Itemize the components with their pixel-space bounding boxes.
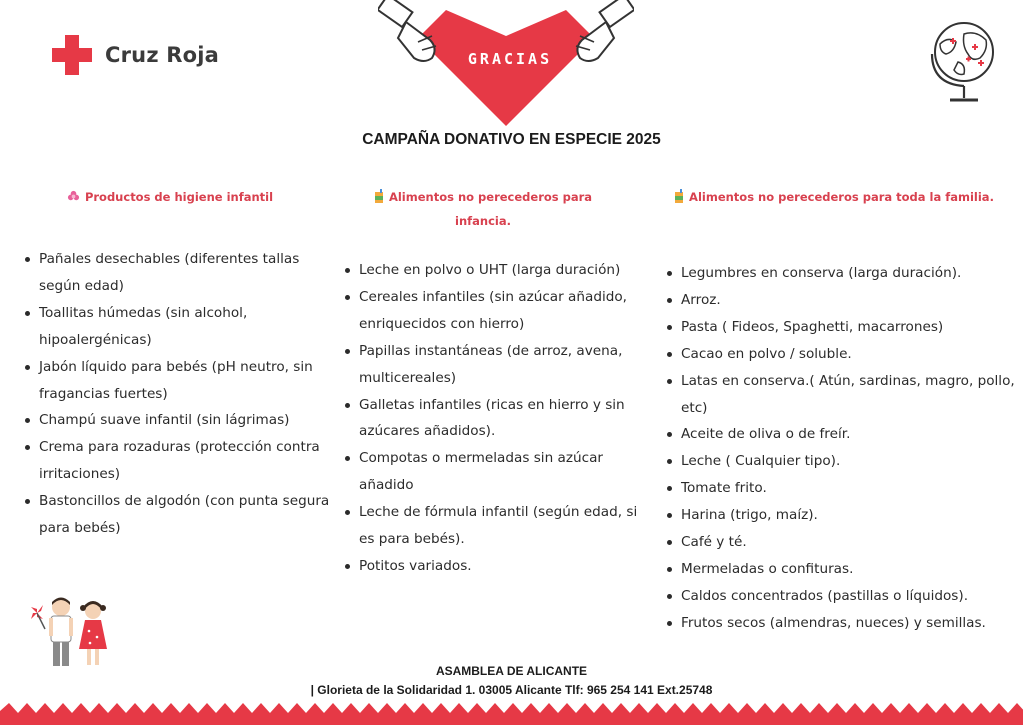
- list-item: Cereales infantiles (sin azúcar añadido, enriquecidos con hierro): [359, 284, 644, 338]
- list-item: Arroz.: [681, 287, 1023, 314]
- red-cross-icon: [52, 35, 92, 75]
- list-item: Caldos concentrados (pastillas o líquidos).: [681, 583, 1023, 610]
- zigzag-border: [0, 699, 1023, 725]
- column-heading-infant-food: [357, 186, 609, 232]
- infant-food-list: [340, 257, 644, 580]
- list-item: Latas en conserva.( Atún, sardinas, magro, pollo, etc): [681, 368, 1023, 422]
- list-item: Café y té.: [681, 529, 1023, 556]
- list-item: Champú suave infantil (sin lágrimas): [39, 407, 335, 434]
- list-item: Harina (trigo, maíz).: [681, 502, 1023, 529]
- list-item: Cacao en polvo / soluble.: [681, 341, 1023, 368]
- list-item: Aceite de oliva o de freír.: [681, 421, 1023, 448]
- column-heading-text: Alimentos no perecederos para toda la familia.: [689, 190, 994, 204]
- list-item: Jabón líquido para bebés (pH neutro, sin fragancias fuertes): [39, 354, 335, 408]
- list-item: Leche ( Cualquier tipo).: [681, 448, 1023, 475]
- column-heading-text: Productos de higiene infantil: [84, 190, 274, 204]
- list-item: Tomate frito.: [681, 475, 1023, 502]
- children-illustration-icon: [27, 595, 117, 675]
- list-item: Papillas instantáneas (de arroz, avena, multicereales): [359, 338, 644, 392]
- list-item: Pañales desechables (diferentes tallas según edad): [39, 246, 335, 300]
- list-item: Pasta ( Fideos, Spaghetti, macarrones): [681, 314, 1023, 341]
- heart-label: GRACIAS: [467, 50, 553, 68]
- juice-box-icon: [374, 188, 384, 210]
- campaign-title: CAMPAÑA DONATIVO EN ESPECIE 2025: [362, 131, 661, 148]
- column-heading-hygiene: [40, 186, 300, 210]
- footer-assembly: ASAMBLEA DE ALICANTE: [435, 664, 588, 678]
- list-item: Mermeladas o confituras.: [681, 556, 1023, 583]
- list-item: Frutos secos (almendras, nueces) y semillas.: [681, 610, 1023, 637]
- family-food-list: [662, 260, 1023, 637]
- column-heading-text: Alimentos no perecederos para infancia.: [388, 190, 593, 228]
- column-heading-family-food: [658, 186, 1010, 210]
- list-item: Leche de fórmula infantil (según edad, si es para bebés).: [359, 499, 644, 553]
- globe-icon: [928, 18, 1000, 106]
- hygiene-list: [20, 246, 335, 542]
- list-item: Legumbres en conserva (larga duración).: [681, 260, 1023, 287]
- juice-box-icon: [674, 188, 684, 210]
- list-item: Crema para rozaduras (protección contra irritaciones): [39, 434, 335, 488]
- cruz-roja-logo: [52, 35, 219, 75]
- list-item: Toallitas húmedas (sin alcohol, hipoalergénicas): [39, 300, 335, 354]
- brand-name: Cruz Roja: [105, 43, 220, 67]
- list-item: Compotas o mermeladas sin azúcar añadido: [359, 445, 644, 499]
- list-item: Bastoncillos de algodón (con punta segura para bebés): [39, 488, 335, 542]
- list-item: Galletas infantiles (ricas en hierro y sin azúcares añadidos).: [359, 392, 644, 446]
- list-item: Potitos variados.: [359, 553, 644, 580]
- list-item: Leche en polvo o UHT (larga duración): [359, 257, 644, 284]
- footer-address: | Glorieta de la Solidaridad 1. 03005 Alicante Tlf: 965 254 141 Ext.25748: [310, 683, 713, 697]
- flower-icon: [67, 188, 80, 210]
